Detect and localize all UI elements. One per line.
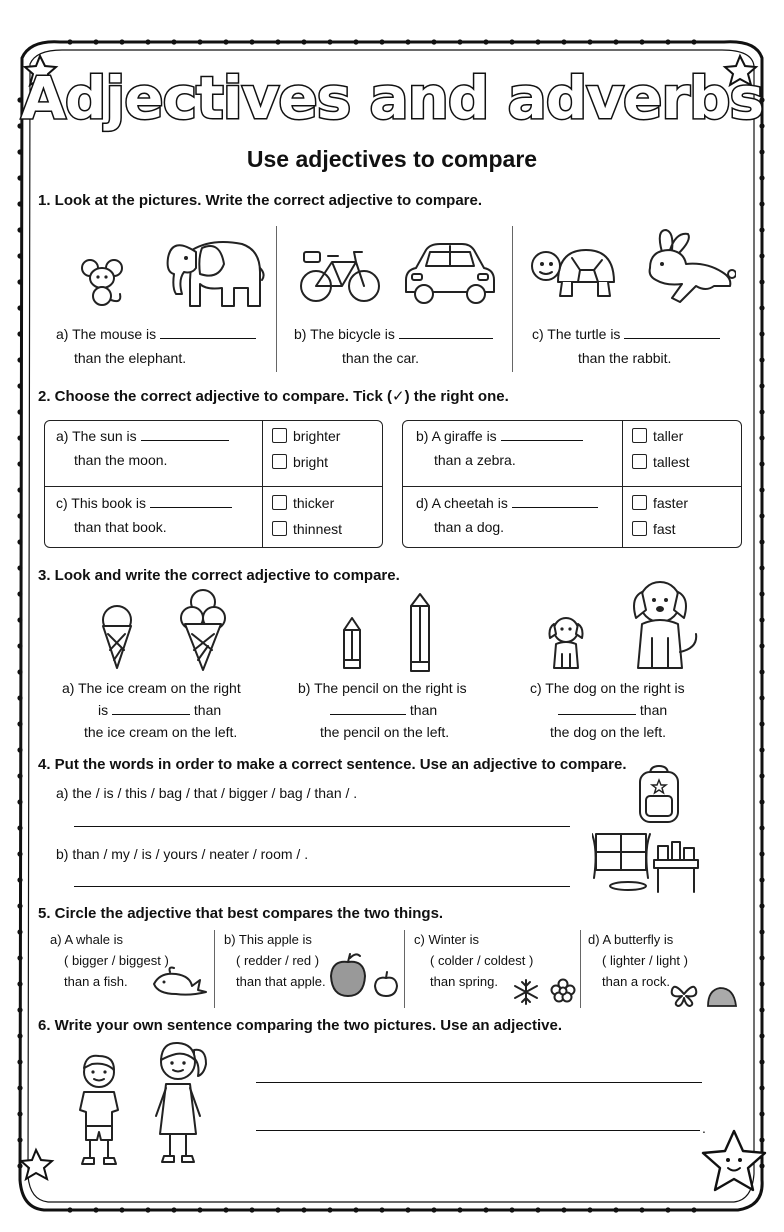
rabbit-icon [636, 228, 736, 310]
border-dot [275, 1207, 280, 1212]
border-dot [457, 39, 462, 44]
border-dot [353, 39, 358, 44]
border-dot [93, 1207, 98, 1212]
q3-c-line1: c) The dog on the right is [530, 680, 685, 696]
q2-a-option-2[interactable]: bright [272, 454, 328, 470]
border-dot [613, 1207, 618, 1212]
border-dot [301, 39, 306, 44]
q2-heading: 2. Choose the correct adjective to compare. Tick (✓) the right one. [38, 388, 509, 405]
border-dot [17, 747, 22, 752]
border-dot [353, 1207, 358, 1212]
apples-icon [328, 952, 400, 998]
border-dot [691, 1207, 696, 1212]
border-dot [759, 253, 764, 258]
q2-c-option-2[interactable]: thinnest [272, 521, 342, 537]
answer-blank[interactable] [512, 496, 598, 508]
answer-line[interactable] [256, 1130, 700, 1131]
border-dot [759, 981, 764, 986]
q3-a-line3: the ice cream on the left. [84, 724, 238, 740]
whale-icon [150, 966, 212, 998]
border-dot [17, 461, 22, 466]
border-dot [759, 851, 764, 856]
border-dot [17, 513, 22, 518]
border-dot [759, 357, 764, 362]
small-dog-icon [544, 614, 588, 670]
border-dot [759, 279, 764, 284]
border-dot [759, 435, 764, 440]
border-dot [639, 1207, 644, 1212]
border-dot [759, 799, 764, 804]
q5-b-choices[interactable]: ( redder / red ) [236, 953, 320, 968]
border-dot [561, 1207, 566, 1212]
border-dot [509, 1207, 514, 1212]
border-dot [431, 1207, 436, 1212]
answer-blank[interactable] [141, 429, 229, 441]
q2-c-line2: than that book. [74, 519, 167, 535]
border-dot [561, 39, 566, 44]
border-dot [17, 617, 22, 622]
answer-blank[interactable] [160, 327, 256, 339]
checkbox[interactable] [632, 495, 647, 510]
answer-line[interactable] [74, 886, 570, 887]
q3-c-line3: the dog on the left. [550, 724, 666, 740]
border-dot [17, 1137, 22, 1142]
border-dot [587, 1207, 592, 1212]
border-dot [759, 565, 764, 570]
border-dot [759, 929, 764, 934]
border-dot [145, 1207, 150, 1212]
border-dot [17, 981, 22, 986]
q5-d-choices[interactable]: ( lighter / light ) [602, 953, 688, 968]
q5-a-line1: a) A whale is [50, 932, 123, 947]
border-dot [275, 39, 280, 44]
border-dot [691, 39, 696, 44]
girl-icon [150, 1034, 212, 1168]
border-dot [17, 591, 22, 596]
answer-line[interactable] [74, 826, 570, 827]
smiling-star-icon [700, 1128, 768, 1194]
small-ice-cream-icon [98, 604, 136, 670]
border-dot [759, 331, 764, 336]
boy-icon [72, 1052, 126, 1168]
checkbox[interactable] [272, 454, 287, 469]
q5-a-line3: than a fish. [64, 974, 128, 989]
q2-d-option-1[interactable]: faster [632, 495, 688, 511]
border-dot [17, 435, 22, 440]
border-dot [17, 1085, 22, 1090]
border-dot [17, 877, 22, 882]
border-dot [249, 39, 254, 44]
border-dot [17, 929, 22, 934]
border-dot [223, 1207, 228, 1212]
border-dot [17, 357, 22, 362]
border-dot [17, 721, 22, 726]
border-dot [759, 175, 764, 180]
border-dot [759, 617, 764, 622]
border-dot [759, 747, 764, 752]
q4-heading: 4. Put the words in order to make a correct sentence. Use an adjective to compare. [38, 756, 627, 773]
border-dot [327, 39, 332, 44]
border-dot [759, 201, 764, 206]
q4-b-words: b) than / my / is / yours / neater / room / . [56, 846, 309, 862]
border-dot [379, 39, 384, 44]
border-dot [249, 1207, 254, 1212]
border-dot [327, 1207, 332, 1212]
border-dot [379, 1207, 384, 1212]
border-dot [639, 39, 644, 44]
answer-blank[interactable] [112, 703, 190, 715]
q2-b-option-2[interactable]: tallest [632, 454, 690, 470]
border-dot [17, 1033, 22, 1038]
border-dot [535, 1207, 540, 1212]
q2-d-prompt: d) A cheetah is [416, 495, 508, 511]
border-dot [17, 253, 22, 258]
q2-c-prompt: c) This book is [56, 495, 146, 511]
border-dot [17, 1007, 22, 1012]
page-subtitle: Use adjectives to compare [246, 146, 538, 172]
q1-b-line2: than the car. [342, 350, 420, 366]
border-dot [67, 39, 72, 44]
q2-b-prompt: b) A giraffe is [416, 428, 497, 444]
border-dot [759, 513, 764, 518]
border-dot [17, 825, 22, 830]
answer-blank[interactable] [399, 327, 493, 339]
turtle-icon [528, 240, 620, 304]
border-dot [759, 1033, 764, 1038]
border-dot [17, 383, 22, 388]
q5-d-line1: d) A butterfly is [588, 932, 674, 947]
border-dot [759, 461, 764, 466]
border-dot [759, 877, 764, 882]
q1-a-line2: than the elephant. [74, 350, 187, 366]
border-dot [17, 409, 22, 414]
border-dot [759, 305, 764, 310]
checkbox[interactable] [272, 428, 287, 443]
border-dot [483, 39, 488, 44]
elephant-icon [162, 228, 266, 312]
border-dot [17, 903, 22, 908]
border-dot [759, 903, 764, 908]
border-dot [93, 39, 98, 44]
q5-c-line1: c) Winter is [414, 932, 479, 947]
border-dot [223, 39, 228, 44]
q1-heading: 1. Look at the pictures. Write the correct adjective to compare. [38, 192, 483, 209]
border-dot [759, 1085, 764, 1090]
q5-d-line3: than a rock. [602, 974, 670, 989]
q3-b-line1: b) The pencil on the right is [298, 680, 467, 696]
border-dot [665, 39, 670, 44]
room-icon [592, 830, 706, 894]
q3-a-line1: a) The ice cream on the right [62, 680, 241, 696]
border-dot [17, 1163, 22, 1168]
border-dot [17, 799, 22, 804]
answer-line[interactable] [256, 1082, 702, 1083]
q2-b-option-1[interactable]: taller [632, 428, 683, 444]
border-dot [17, 669, 22, 674]
border-dot [171, 39, 176, 44]
q5-b-line3: than that apple. [236, 974, 326, 989]
border-dot [17, 565, 22, 570]
large-ice-cream-icon [180, 588, 226, 672]
backpack-icon [634, 764, 684, 824]
border-dot [67, 1207, 72, 1212]
sentence-end-mark: . [702, 1120, 706, 1136]
border-dot [119, 1207, 124, 1212]
q2-a-option-1[interactable]: brighter [272, 428, 340, 444]
border-dot [483, 1207, 488, 1212]
border-dot [17, 175, 22, 180]
answer-blank[interactable] [501, 429, 583, 441]
border-dot [509, 39, 514, 44]
border-dot [17, 1059, 22, 1064]
border-dot [301, 1207, 306, 1212]
border-dot [759, 695, 764, 700]
q1-b-prompt: b) The bicycle is [294, 326, 395, 342]
answer-blank[interactable] [624, 327, 720, 339]
border-dot [197, 39, 202, 44]
border-dot [171, 1207, 176, 1212]
answer-blank[interactable] [150, 496, 232, 508]
border-dot [17, 305, 22, 310]
border-dot [17, 201, 22, 206]
border-dot [759, 591, 764, 596]
divider [276, 226, 277, 372]
border-dot [535, 39, 540, 44]
corner-star-icon [21, 1150, 52, 1179]
large-dog-icon [628, 578, 702, 672]
q5-c-line3: than spring. [430, 974, 498, 989]
answer-blank[interactable] [330, 703, 406, 715]
border-dot [587, 39, 592, 44]
q2-d-option-2[interactable]: fast [632, 521, 676, 537]
q5-a-choices[interactable]: ( bigger / biggest ) [64, 953, 169, 968]
checkbox[interactable] [632, 521, 647, 536]
q6-heading: 6. Write your own sentence comparing the two pictures. Use an adjective. [38, 1017, 563, 1034]
butterfly-icon [670, 982, 698, 1008]
q1-c-line2: than the rabbit. [578, 350, 672, 366]
border-dot [431, 39, 436, 44]
border-dot [17, 279, 22, 284]
q3-heading: 3. Look and write the correct adjective to compare. [38, 567, 400, 584]
q2-a-line2: than the moon. [74, 452, 168, 468]
q2-a-prompt: a) The sun is [56, 428, 137, 444]
border-dot [17, 773, 22, 778]
border-dot [17, 695, 22, 700]
border-dot [17, 955, 22, 960]
divider [512, 226, 513, 372]
border-dot [759, 487, 764, 492]
border-dot [759, 721, 764, 726]
border-dot [759, 1007, 764, 1012]
checkbox[interactable] [632, 428, 647, 443]
answer-blank[interactable] [558, 703, 636, 715]
border-dot [759, 669, 764, 674]
border-dot [119, 39, 124, 44]
mouse-icon [78, 256, 128, 308]
q1-a-prompt: a) The mouse is [56, 326, 157, 342]
border-dot [457, 1207, 462, 1212]
snowflake-icon [512, 978, 540, 1006]
flower-icon [550, 978, 576, 1006]
q2-b-line2: than a zebra. [434, 452, 516, 468]
short-pencil-icon [340, 616, 364, 672]
border-dot [759, 539, 764, 544]
q3-b-line3: the pencil on the left. [320, 724, 450, 740]
border-dot [17, 539, 22, 544]
q2-c-option-1[interactable]: thicker [272, 495, 334, 511]
border-dot [759, 383, 764, 388]
border-dot [759, 1111, 764, 1116]
bicycle-icon [298, 244, 382, 306]
border-dot [759, 643, 764, 648]
border-dot [17, 851, 22, 856]
q1-c-prompt: c) The turtle is [532, 326, 621, 342]
border-dot [17, 227, 22, 232]
checkbox[interactable] [272, 521, 287, 536]
border-dot [405, 1207, 410, 1212]
border-dot [759, 825, 764, 830]
checkbox[interactable] [272, 495, 287, 510]
border-dot [17, 331, 22, 336]
border-dot [665, 1207, 670, 1212]
car-icon [400, 240, 498, 308]
q2-d-line2: than a dog. [434, 519, 505, 535]
border-dot [405, 39, 410, 44]
border-dot [759, 955, 764, 960]
q5-b-line1: b) This apple is [224, 932, 312, 947]
border-dot [17, 487, 22, 492]
border-dot [145, 39, 150, 44]
q5-c-choices[interactable]: ( colder / coldest ) [430, 953, 534, 968]
checkbox[interactable] [632, 454, 647, 469]
q5-heading: 5. Circle the adjective that best compares the two things. [38, 905, 444, 922]
border-dot [759, 773, 764, 778]
border-dot [17, 1111, 22, 1116]
q4-a-words: a) the / is / this / bag / that / bigger / bag / than / . [56, 785, 358, 801]
border-dot [759, 1059, 764, 1064]
rock-icon [706, 986, 738, 1008]
border-dot [613, 39, 618, 44]
border-dot [17, 643, 22, 648]
border-dot [759, 409, 764, 414]
border-dot [759, 227, 764, 232]
page-title: Adjectives and adverbs [20, 64, 764, 132]
long-pencil-icon [406, 592, 434, 674]
border-dot [197, 1207, 202, 1212]
